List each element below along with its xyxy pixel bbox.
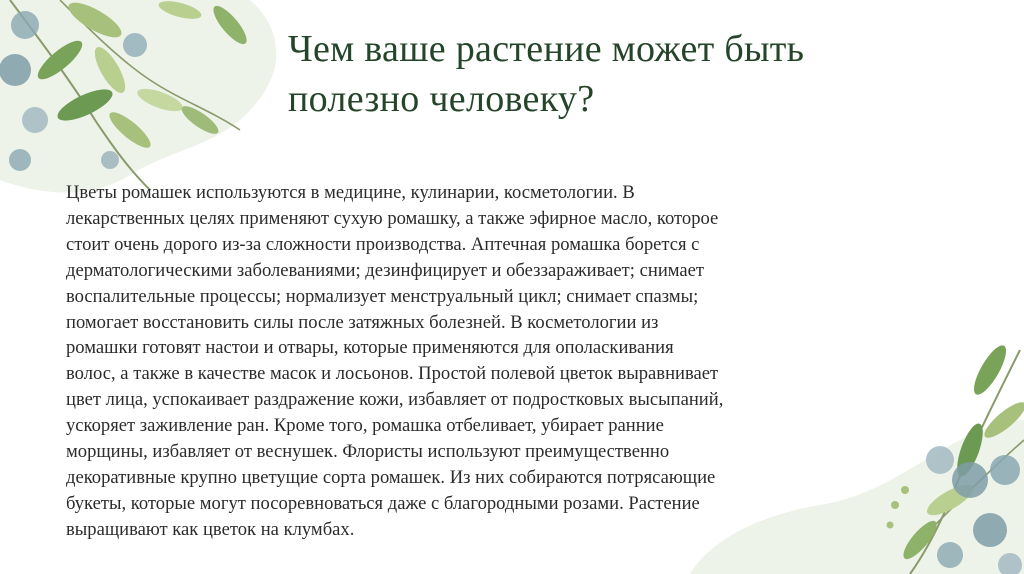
body-line: помогает восстановить силы после затяжных болезней. В косметологии из [66,311,659,333]
body-line: букеты, которые могут посоревноваться даже с благородными розами. Растение [66,492,700,514]
body-line: лекарственных целях применяют сухую ромашку, а также эфирное масло, которое [66,207,719,229]
body-line: морщины, избавляет от веснушек. Флористы используют преимущественно [66,441,670,463]
body-line: ускоряет заживление ран. Кроме того, ромашка отбеливает, убирает ранние [66,415,664,437]
body-line: выращивают как цветок на клумбах. [66,518,355,540]
body-line: воспалительные процессы; нормализует менструальный цикл; снимает спазмы; [66,285,699,307]
slide-title-line: полезно человеку? [288,78,595,120]
slide-title [288,24,988,124]
body-line: ромашки готовят настои и отвары, которые применяются для ополаскивания [66,337,674,359]
body-line: стоит очень дорого из‑за сложности производства. Аптечная ромашка борется с [66,233,700,255]
body-line: волос, а также в качестве масок и лосьонов. Простой полевой цветок выравнивает [66,363,719,385]
body-line: дерматологическими заболеваниями; дезинфицирует и обеззараживает; снимает [66,259,705,281]
slide-body-text [66,180,906,543]
leaf-branch-top-left-icon [0,0,260,200]
body-line: цвет лица, успокаивает раздражение кожи, избавляет от подростковых высыпаний, [66,389,724,411]
body-line: декоративные крупно цветущие сорта ромашек. Из них собираются потрясающие [66,466,716,488]
slide-title-line: Чем ваше растение может быть [288,28,805,70]
body-line: Цветы ромашек используются в медицине, кулинарии, косметологии. В [66,182,635,203]
